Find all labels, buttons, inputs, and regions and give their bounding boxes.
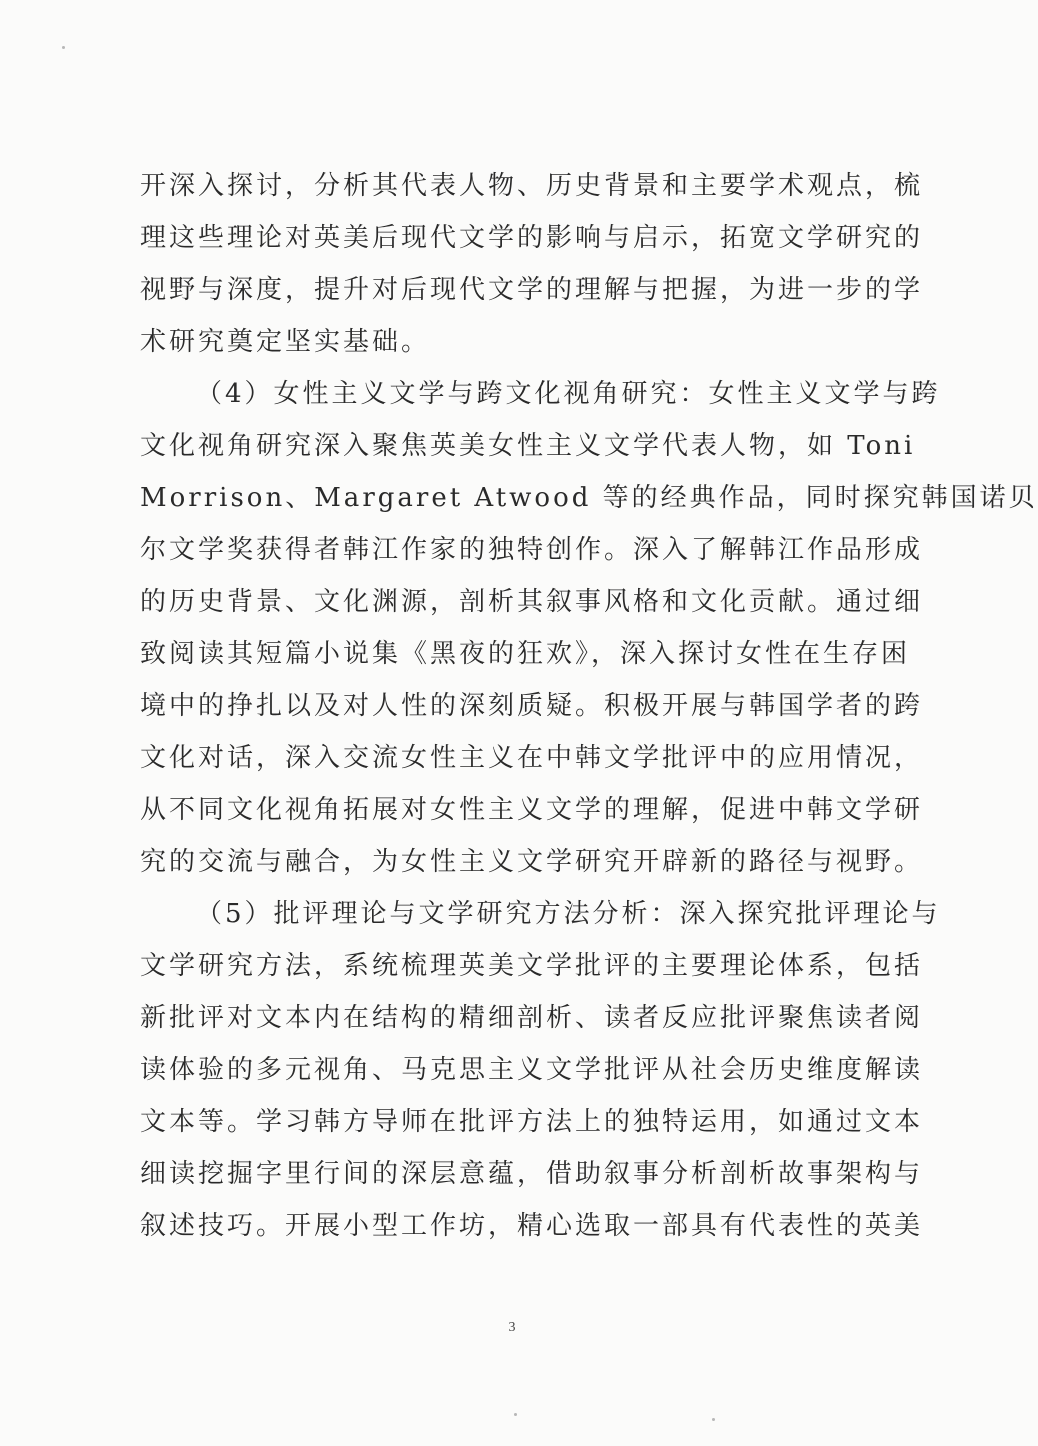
text-line: 境中的挣扎以及对人性的深刻质疑。积极开展与韩国学者的跨 (140, 691, 924, 721)
text-line: 的历史背景、文化渊源，剖析其叙事风格和文化贡献。通过细 (140, 587, 924, 617)
page-number: 3 (508, 1320, 516, 1335)
text-line: 尔文学奖获得者韩江作家的独特创作。深入了解韩江作品形成 (140, 535, 924, 565)
scan-speck (62, 46, 65, 49)
paragraph-section-5 (140, 888, 941, 1252)
text-line: 致阅读其短篇小说集《黑夜的狂欢》，深入探讨女性在生存困 (140, 639, 911, 669)
section-heading-line: （4）女性主义文学与跨文化视角研究：女性主义文学与跨 (196, 379, 941, 409)
text-line: 细读挖掘字里行间的深层意蕴，借助叙事分析剖析故事架构与 (140, 1159, 924, 1189)
text-line: 文化对话，深入交流女性主义在中韩文学批评中的应用情况， (140, 743, 924, 773)
text-line: Morrison、Margaret Atwood 等的经典作品，同时探究韩国诺贝 (140, 483, 1038, 513)
paragraph-section-4 (140, 368, 1038, 888)
text-line: 究的交流与融合，为女性主义文学研究开辟新的路径与视野。 (140, 847, 924, 877)
scan-speck (712, 1418, 715, 1421)
text-line: 术研究奠定坚实基础。 (140, 327, 431, 357)
scan-speck (514, 1413, 517, 1416)
text-line: 开深入探讨，分析其代表人物、历史背景和主要学术观点，梳 (140, 171, 924, 201)
text-line: 文学研究方法，系统梳理英美文学批评的主要理论体系，包括 (140, 951, 924, 981)
body-text (140, 160, 1038, 1252)
text-line: 文本等。学习韩方导师在批评方法上的独特运用，如通过文本 (140, 1107, 924, 1137)
paragraph-continuation (140, 160, 924, 368)
text-line: 理这些理论对英美后现代文学的影响与启示，拓宽文学研究的 (140, 223, 924, 253)
section-heading-line: （5）批评理论与文学研究方法分析：深入探究批评理论与 (196, 899, 941, 929)
text-line: 读体验的多元视角、马克思主义文学批评从社会历史维度解读 (140, 1055, 924, 1085)
text-line: 从不同文化视角拓展对女性主义文学的理解，促进中韩文学研 (140, 795, 924, 825)
text-line: 文化视角研究深入聚焦英美女性主义文学代表人物，如 Toni (140, 431, 916, 461)
text-line: 视野与深度，提升对后现代文学的理解与把握，为进一步的学 (140, 275, 924, 305)
text-line: 叙述技巧。开展小型工作坊，精心选取一部具有代表性的英美 (140, 1211, 924, 1241)
text-line: 新批评对文本内在结构的精细剖析、读者反应批评聚焦读者阅 (140, 1003, 924, 1033)
